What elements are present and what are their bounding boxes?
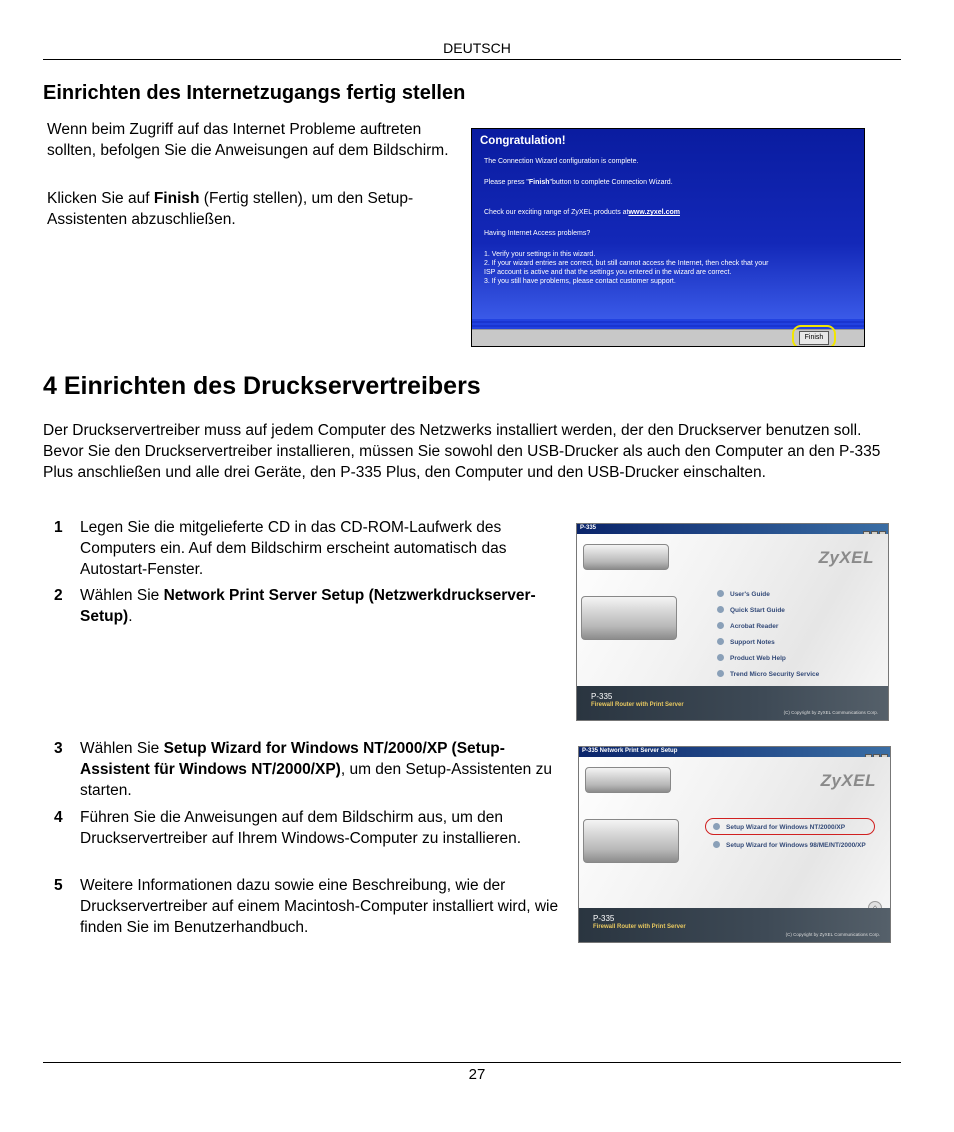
step-1: 1 Legen Sie die mitgelieferte CD in das CD-ROM-Laufwerk des Computers ein. Auf dem Bildschirm erscheint automatisch das Autostart-Fenster. bbox=[54, 519, 507, 578]
menu-item-users-guide[interactable]: User's Guide bbox=[717, 590, 770, 599]
zyxel-logo: ZyXEL bbox=[818, 548, 874, 567]
wizard-title: Congratulation! bbox=[480, 135, 566, 147]
setup-screenshot: P-335 Network Print Server Setup ZyXEL Setup Wizard for Windows NT/2000/XP Setup Wizard for Windows 98/ME/NT/2000/XP P-335 Firewall Router with Print Server (C) Copyright by ZyXEL Communications Corp. bbox=[578, 746, 891, 943]
zyxel-link[interactable]: www.zyxel.com bbox=[628, 209, 680, 216]
step-3: 3 Wählen Sie Setup Wizard for Windows NT/2000/XP (Setup-Assistent für Windows NT/2000/XP), um den Setup-Assistenten zu starten. bbox=[54, 740, 552, 799]
step-5: 5 Weitere Informationen dazu sowie eine Beschreibung, wie der Druckservertreiber auf einem Macintosh-Computer installiert wird, wie finden Sie im Benutzerhandbuch. bbox=[54, 877, 559, 936]
finish-button[interactable]: Finish bbox=[799, 331, 829, 345]
wizard-line: Check our exciting range of ZyXEL products atwww.zyxel.com bbox=[484, 209, 680, 216]
page-number: 27 bbox=[468, 1066, 486, 1083]
footer-rule bbox=[43, 1062, 901, 1063]
menu-item-support-notes[interactable]: Support Notes bbox=[717, 638, 775, 647]
launcher-screenshot: P-335 ZyXEL User's Guide Quick Start Guide Acrobat Reader Support Notes Product Web Help Trend Micro Security Service P-335 Firewall Router with Print Server (C) Copyright by ZyXEL Communications Corp. bbox=[576, 523, 889, 721]
menu-item-acrobat[interactable]: Acrobat Reader bbox=[717, 622, 778, 631]
wizard-line: Please press "Finish"button to complete Connection Wizard. bbox=[484, 179, 673, 186]
chapter-title: 4 Einrichten des Druckservertreibers bbox=[43, 372, 481, 400]
menu-item-web-help[interactable]: Product Web Help bbox=[717, 654, 786, 663]
finish-term: Finish bbox=[153, 190, 200, 207]
menu-item-setup-wizard-98[interactable]: Setup Wizard for Windows 98/ME/NT/2000/XP bbox=[713, 841, 866, 850]
highlight-oval bbox=[705, 818, 875, 835]
header-rule bbox=[43, 59, 901, 60]
wizard-line: 1. Verify your settings in this wizard. bbox=[484, 251, 596, 258]
menu-item-trend-micro[interactable]: Trend Micro Security Service bbox=[717, 670, 819, 679]
wizard-line: The Connection Wizard configuration is complete. bbox=[484, 158, 639, 165]
router-image bbox=[583, 819, 679, 863]
step-4: 4 Führen Sie die Anweisungen auf dem Bildschirm aus, um den Druckservertreiber auf Ihrem Windows-Computer zu installieren. bbox=[54, 809, 522, 847]
header-language: DEUTSCH bbox=[443, 40, 511, 56]
section-title: Einrichten des Internetzugangs fertig stellen bbox=[43, 82, 466, 104]
wizard-line: Having Internet Access problems? bbox=[484, 230, 591, 237]
menu-item-quick-start[interactable]: Quick Start Guide bbox=[717, 606, 785, 615]
router-image bbox=[585, 767, 671, 793]
zyxel-logo: ZyXEL bbox=[820, 771, 876, 790]
router-image bbox=[583, 544, 669, 570]
section-paragraph-2: Klicken Sie auf Finish (Fertig stellen), um den Setup-Assistenten abzuschließen. bbox=[47, 190, 414, 228]
wizard-line: ISP account is active and that the settings you entered in the wizard are correct. bbox=[484, 269, 732, 276]
wizard-line: 2. If your wizard entries are correct, but still cannot access the Internet, then check that your bbox=[484, 260, 769, 267]
section-paragraph-1: Wenn beim Zugriff auf das Internet Probleme auftreten sollten, befolgen Sie die Anweisungen auf dem Bildschirm. bbox=[47, 121, 449, 159]
wizard-line: 3. If you still have problems, please contact customer support. bbox=[484, 278, 676, 285]
chapter-intro: Der Druckservertreiber muss auf jedem Computer des Netzwerks installiert werden, der den Druckserver benutzen soll. Bevor Sie den Druckservertreiber installieren, müssen Sie sowohl den USB-Drucker als auch den Computer an den P-335 Plus anschließen und alle drei Geräte, den P-335 Plus, den Computer und den USB-Drucker einschalten. bbox=[43, 422, 881, 481]
menu-item-setup-wizard-nt[interactable]: Setup Wizard for Windows NT/2000/XP bbox=[713, 823, 845, 832]
highlight-ring bbox=[792, 325, 836, 347]
router-image bbox=[581, 596, 677, 640]
wizard-screenshot bbox=[471, 128, 865, 347]
step-2: 2 Wählen Sie Network Print Server Setup (Netzwerkdruckserver-Setup). bbox=[54, 587, 536, 625]
